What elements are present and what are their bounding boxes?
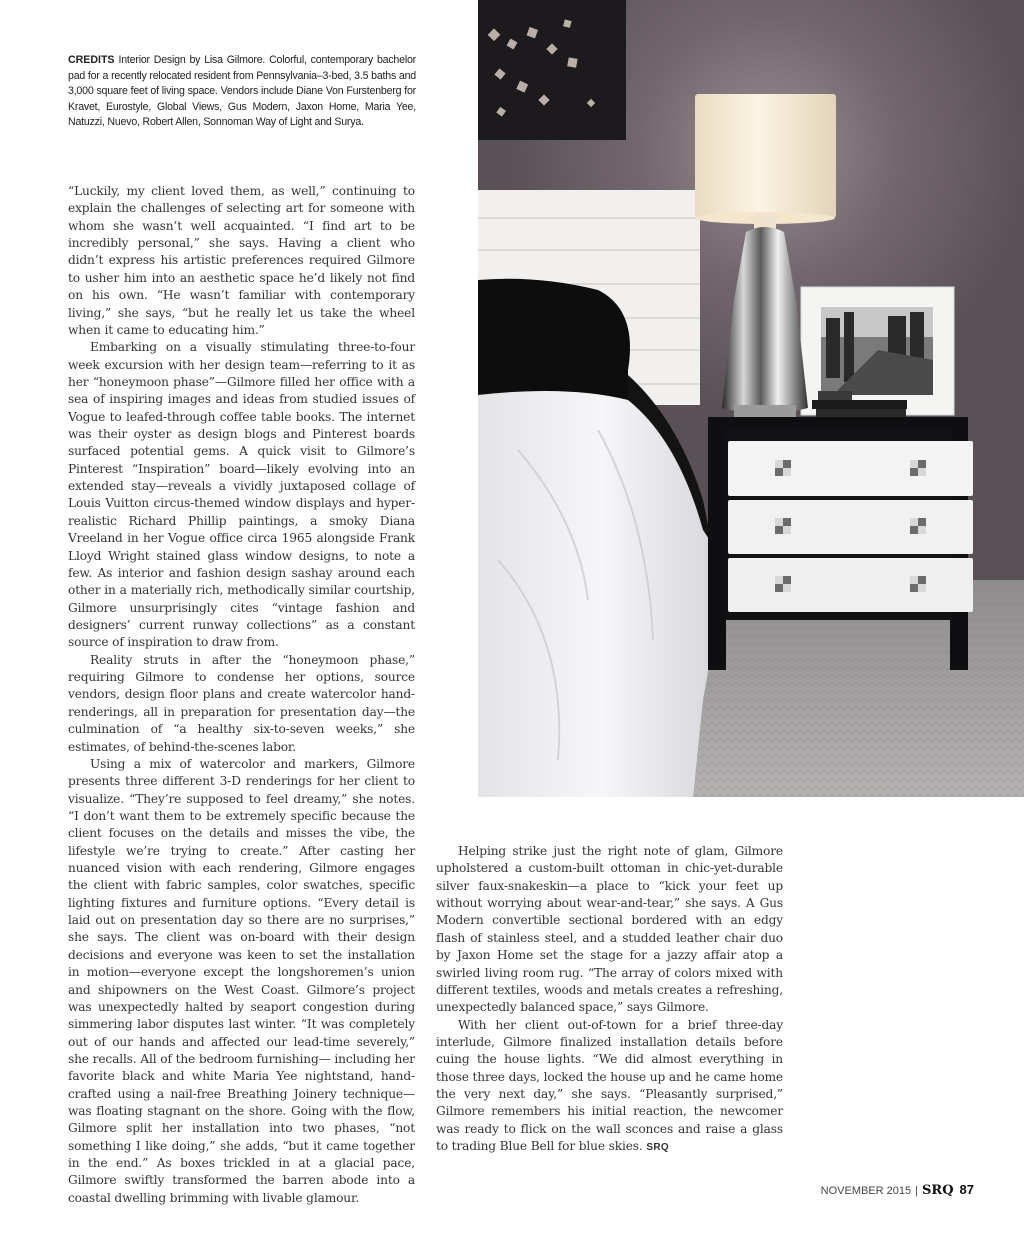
magazine-brand: SRQ (922, 1183, 954, 1198)
article-paragraph: Helping strike just the right note of glam, Gilmore upholstered a custom-built ottoman in chic-yet-durable silver faux-snakeskin—a place to “kick your feet up without worrying about wear-and-tear,” she says. A Gus Modern convertible sectional bordered with an edgy flash of stainless steel, and a studded leather chair duo by Jaxon Home set the stage for a jazzy affair atop a swirled living room rug. “The array of colors mixed with different textiles, woods and metals creates a refreshing, unexpectedly balanced space,” says Gilmore. (436, 844, 783, 1015)
credits-text: Interior Design by Lisa Gilmore. Colorful, contemporary bachelor pad for a recently relocated resident from Pennsylvania–3-bed, 3.5 baths and 3,000 square feet of living space. Vendors include Diane Von Furstenberg for Kravet, Eurostyle, Global Views, Gus Modern, Jaxon Home, Maria Yee, Natuzzi, Nuevo, Robert Allen, Sonnoman Way of Light and Surya. (68, 54, 416, 129)
article-paragraph: Reality struts in after the “honeymoon phase,” requiring Gilmore to condense her options, source vendors, design floor plans and create watercolor hand-renderings, all in preparation for presentation day—the culmination of “a healthy six-to-seven weeks,” she estimates, of behind-the-scenes labor. (68, 652, 415, 754)
credits-label: CREDITS (68, 54, 115, 66)
issue-date: NOVEMBER 2015 (820, 1185, 912, 1197)
article-column-left (68, 183, 415, 1207)
article-paragraph-text: With her client out-of-town for a brief three-day interlude, Gilmore finalized installation details before cuing the house lights. “We did almost everything in those three days, locked the house up and he came home the very next day,” she says. “Pleasantly surprised,” Gilmore remembers his initial reaction, the newcomer was ready to flick on the wall sconces and raise a glass to trading Blue Bell for blue skies. (436, 1017, 783, 1154)
article-end-mark: SRQ (646, 1142, 669, 1154)
article-paragraph: Using a mix of watercolor and markers, Gilmore presents three different 3-D renderings for her client to visualize. “They’re supposed to feel dreamy,” she notes. “I don’t want them to be extremely specific because the client focuses on the details and misses the vibe, the lifestyle we’re trying to create.” After casting her nuanced vision with each rendering, Gilmore engages the client with fabric samples, color swatches, specific lighting fixtures and furniture options. “Every detail is laid out on presentation day so there are no surprises,” she says. The client was on-board with their design decisions and everyone was keen to set the installation in motion—everyone except the longshoremen’s union and shipowners on the West Coast. Gilmore’s project was unexpectedly halted by seaport congestion during simmering labor disputes last winter. “It was completely out of our hands and affected our lead-time severely,” she recalls. All of the bedroom furnishing— including her favorite black and white Maria Yee nightstand, hand-crafted using a nail-free Breathing Joinery technique—was floating stagnant on the shore. Going with the flow, Gilmore split her installation into two phases, “not something I like doing,” she adds, “but it came together in the end.” As boxes trickled in at a glacial pace, Gilmore swiftly transformed the barren abode into a coastal dwelling brimming with livable glamour. (68, 756, 415, 1205)
article-paragraph (436, 1017, 783, 1157)
wall-artwork (478, 0, 626, 140)
article-paragraph: “Luckily, my client loved them, as well,” continuing to explain the challenges of selecting art for someone with whom she wasn’t well acquainted. “I find art to be incredibly personal,” she says. Having a client who didn’t express his artistic preferences required Gilmore to usher him into an aesthetic space he’d likely not find on his own. “He wasn’t familiar with contemporary living,” she says, “but he really let us take the wheel when it came to educating him.” (68, 184, 415, 337)
article-paragraph: Embarking on a visually stimulating three-to-four week excursion with her design team—referring to it as her “honeymoon phase”—Gilmore filled her office with a sea of inspiring images and ideas from studied issues of Vogue to leafed-through coffee table books. The internet was their oyster as design blogs and Pinterest boards surfaced potential gems. A quick visit to Gilmore’s Pinterest “Inspiration” board—likely evolving into an extended stay—reveals a vividly juxtaposed collage of Louis Vuitton circus-themed window displays and hyper-realistic Richard Phillip paintings, a smoky Diana Vreeland in her Vogue office circa 1965 alongside Frank Lloyd Wright stained glass window designs, to note a few. As interior and fashion design sashay around each other in a materially rich, methodically similar courtship, Gilmore unsurprisingly cites “vintage fashion and designers’ current runway collections” as a constant source of inspiration to draw from. (68, 340, 415, 650)
article-column-right (436, 843, 783, 1156)
nightstand-drawer (728, 500, 973, 554)
page-number: 87 (959, 1182, 974, 1197)
nightstand-drawer (728, 558, 973, 612)
bedroom-photo (478, 0, 1024, 797)
black-pillow (478, 279, 630, 400)
credits-block (68, 53, 416, 131)
page-footer (821, 1182, 974, 1198)
nightstand-drawer (728, 441, 973, 496)
footer-separator: | (915, 1185, 918, 1197)
